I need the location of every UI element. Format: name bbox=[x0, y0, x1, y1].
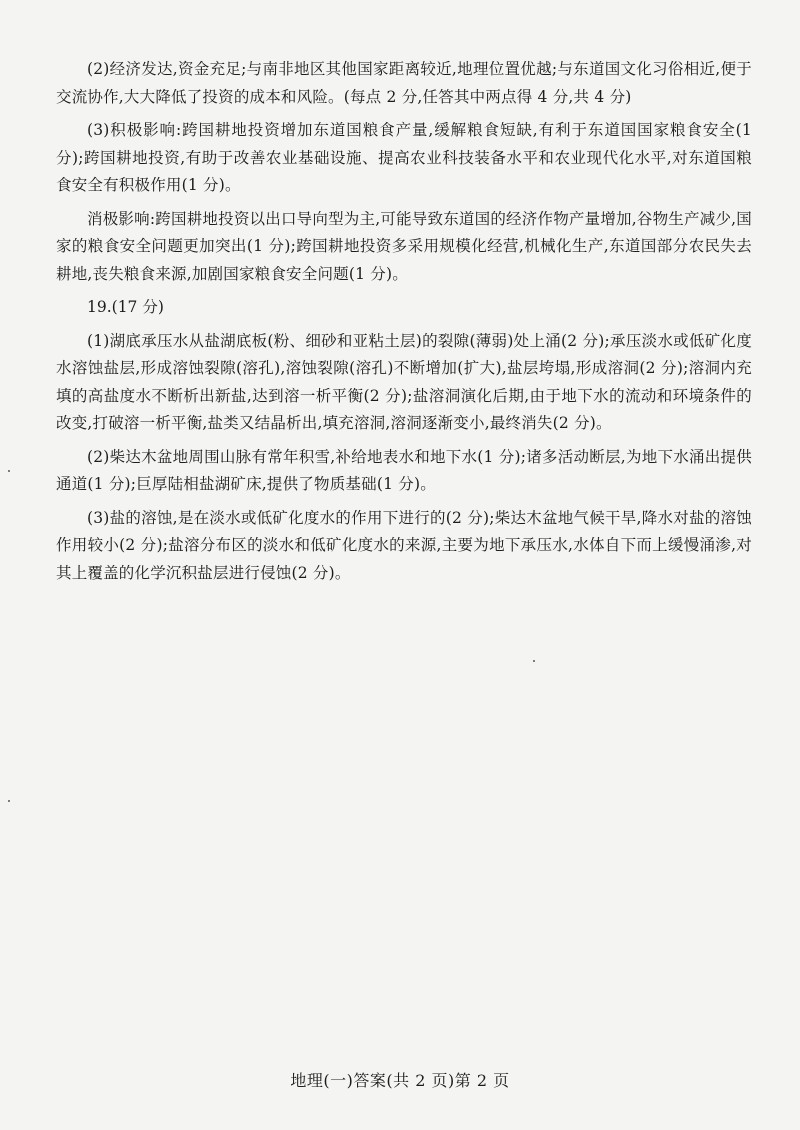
question-19-part-1: (1)湖底承压水从盐湖底板(粉、细砂和亚粘土层)的裂隙(薄弱)处上涌(2 分);承压淡水或低矿化度水溶蚀盐层,形成溶蚀裂隙(溶孔),溶蚀裂隙(溶孔)不断增加(扩大),盐层垮塌,形成溶洞(2 分);溶洞内充填的高盐度水不断析出新盐,达到溶一析平衡(2 分);盐溶洞演化后期,由于地下水的流动和环境条件的改变,打破溶一析平衡,盐类又结晶析出,填充溶洞,溶洞逐渐变小,最终消失(2 分)。 bbox=[56, 331, 752, 432]
answer-part-3-positive: (3)积极影响:跨国耕地投资增加东道国粮食产量,缓解粮食短缺,有利于东道国国家粮食安全(1 分);跨国耕地投资,有助于改善农业基础设施、提高农业科技装备水平和农业现代化水平,对东道国粮食安全有积极作用(1 分)。 bbox=[56, 121, 752, 194]
scan-speck bbox=[8, 800, 10, 802]
scan-speck bbox=[533, 660, 535, 662]
question-19-title: 19.(17 分) bbox=[87, 298, 164, 316]
page-footer: 地理(一)答案(共 2 页)第 2 页 bbox=[290, 1071, 510, 1090]
scan-speck bbox=[8, 470, 10, 472]
question-19-part-3: (3)盐的溶蚀,是在淡水或低矿化度水的作用下进行的(2 分);柴达木盆地气候干旱,降水对盐的溶蚀作用较小(2 分);盐溶分布区的淡水和低矿化度水的来源,主要为地下承压水,水体自下而上缓慢涌渗,对其上覆盖的化学沉积盐层进行侵蚀(2 分)。 bbox=[56, 508, 752, 582]
answer-sheet-body bbox=[56, 56, 752, 593]
answer-part-3-negative: 消极影响:跨国耕地投资以出口导向型为主,可能导致东道国的经济作物产量增加,谷物生产减少,国家的粮食安全问题更加突出(1 分);跨国耕地投资多采用规模化经营,机械化生产,东道国部分农民失去耕地,丧失粮食来源,加剧国家粮食安全问题(1 分)。 bbox=[56, 209, 752, 283]
question-19-part-2: (2)柴达木盆地周围山脉有常年积雪,补给地表水和地下水(1 分);诸多活动断层,为地下水涌出提供通道(1 分);巨厚陆相盐湖矿床,提供了物质基础(1 分)。 bbox=[56, 447, 752, 493]
answer-part-2: (2)经济发达,资金充足;与南非地区其他国家距离较近,地理位置优越;与东道国文化习俗相近,便于交流协作,大大降低了投资的成本和风险。(每点 2 分,任答其中两点得 4 分,共 4 分) bbox=[56, 60, 752, 106]
